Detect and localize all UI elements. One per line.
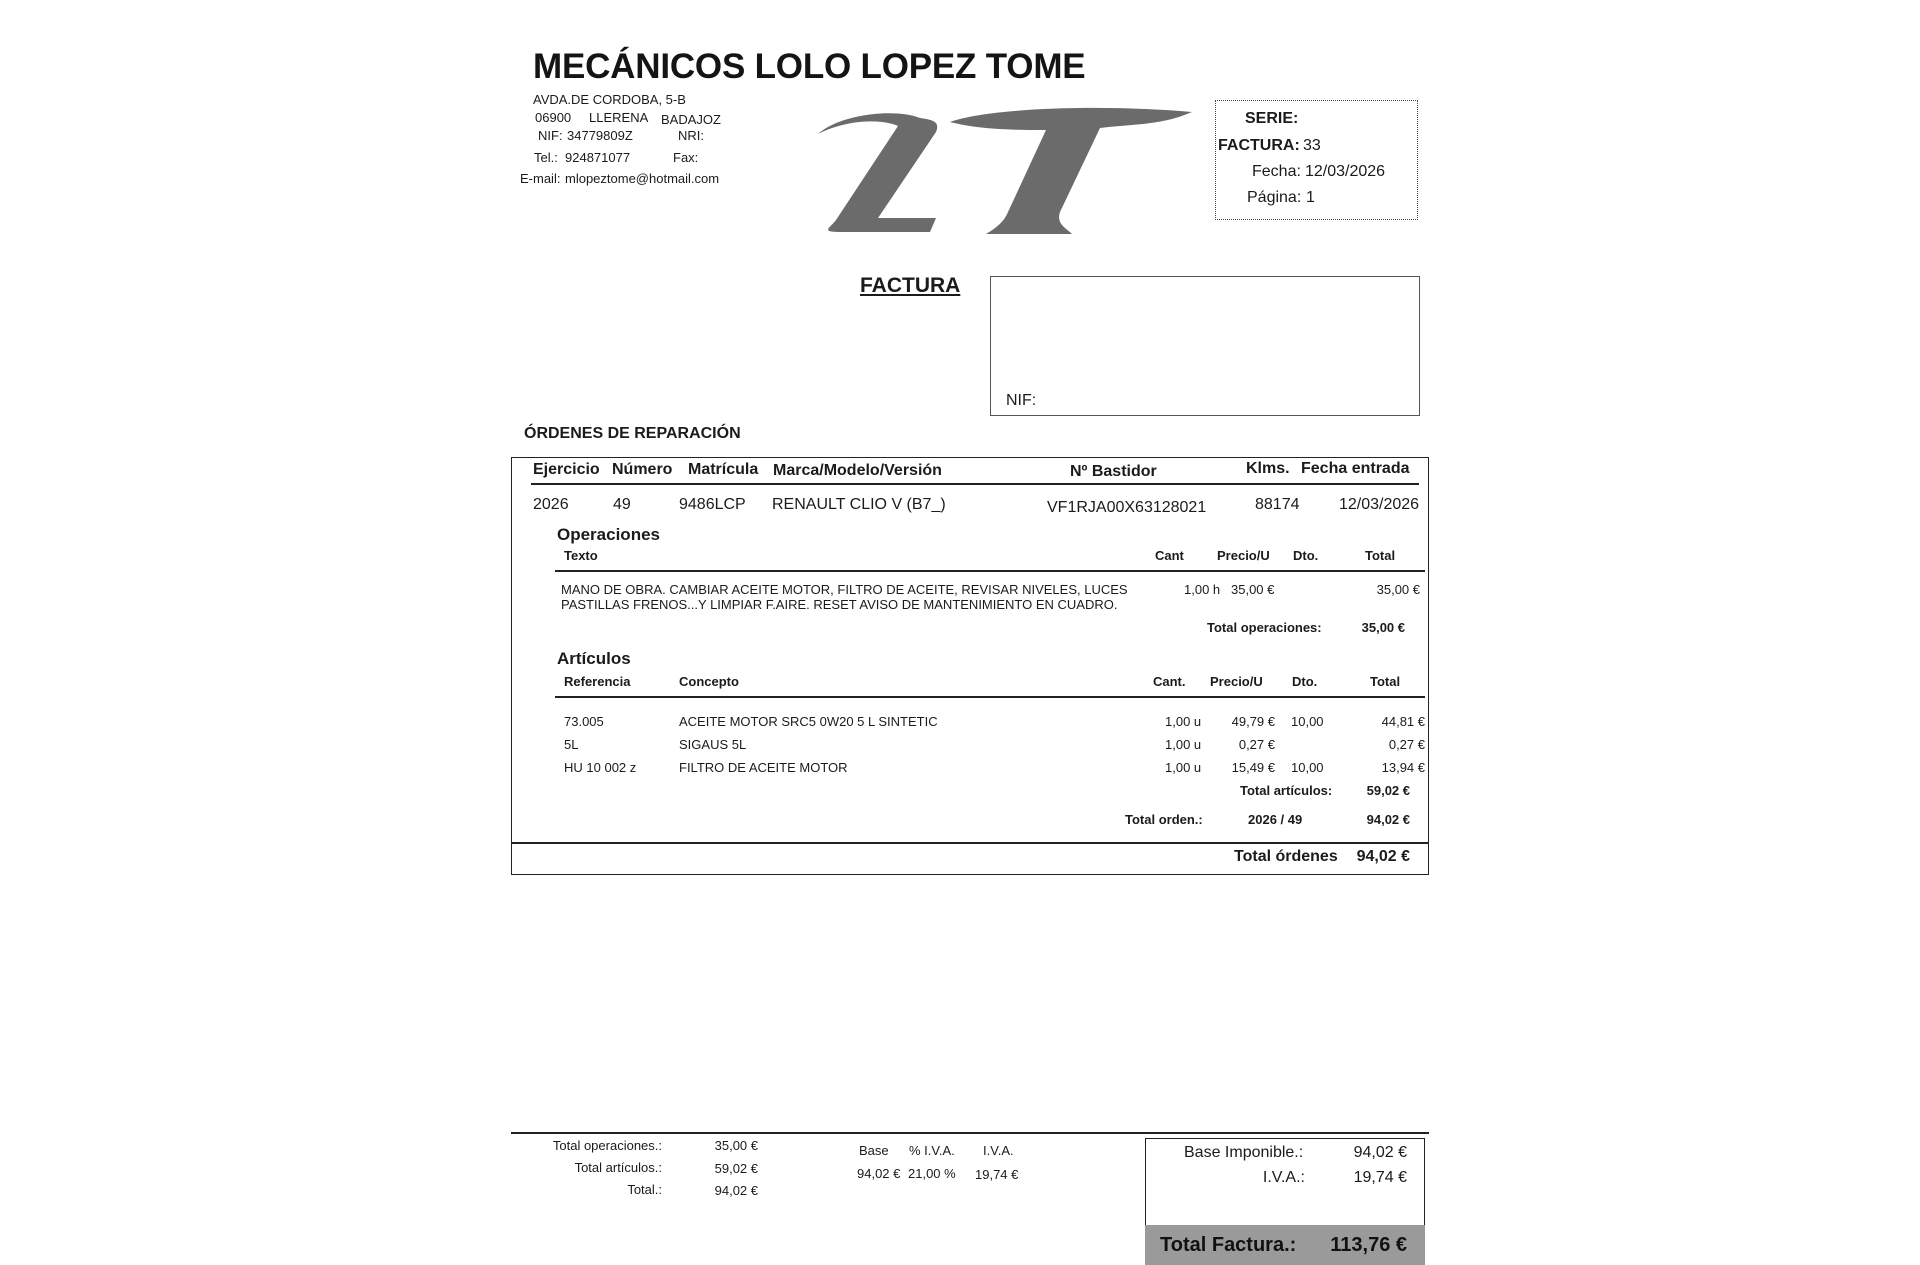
articulo-total: 13,94 € [1381, 760, 1425, 775]
logo-letter-l [818, 113, 937, 232]
articulo-total: 44,81 € [1381, 714, 1425, 729]
summary-iva-label: I.V.A. [983, 1143, 1014, 1158]
company-province: BADAJOZ [661, 112, 721, 127]
summary-total-articulos: 59,02 € [714, 1161, 758, 1176]
orders-header-divider [531, 483, 1419, 485]
operaciones-header-dto: Dto. [1293, 548, 1319, 563]
header-klms: Klms. [1246, 460, 1290, 477]
summary-base-value: 94,02 € [857, 1166, 901, 1181]
operaciones-title: Operaciones [557, 525, 660, 544]
articulo-precio: 15,49 € [1231, 760, 1275, 775]
company-email: mlopeztome@hotmail.com [565, 171, 720, 186]
total-orden-value: 94,02 € [1366, 812, 1410, 827]
operacion-text-line1: MANO DE OBRA. CAMBIAR ACEITE MOTOR, FILTRO DE ACEITE, REVISAR NIVELES, LUCES [561, 582, 1128, 597]
operacion-precio: 35,00 € [1231, 582, 1275, 597]
serie-label: SERIE: [1245, 110, 1299, 127]
total-factura-value: 113,76 € [1330, 1234, 1407, 1256]
company-name: MECÁNICOS LOLO LOPEZ TOME [533, 47, 1086, 86]
articulo-concepto: ACEITE MOTOR SRC5 0W20 5 L SINTETIC [679, 714, 938, 729]
client-nif-label: NIF: [1006, 392, 1037, 409]
total-articulos-label: Total artículos: [1240, 783, 1333, 798]
header-marca: Marca/Modelo/Versión [773, 462, 942, 479]
total-operaciones-label: Total operaciones: [1207, 620, 1322, 635]
articulos-header-cant: Cant. [1153, 674, 1186, 689]
row-klms: 88174 [1255, 496, 1300, 513]
company-tel: 924871077 [565, 150, 631, 165]
totals-iva-label: I.V.A.: [1262, 1169, 1305, 1186]
articulos-header-concepto: Concepto [679, 674, 739, 689]
factura-label: FACTURA: [1218, 137, 1300, 154]
fecha-value: 12/03/2026 [1305, 163, 1386, 180]
company-email-label: E-mail: [520, 171, 561, 186]
operaciones-header-divider [555, 570, 1425, 572]
document-title: FACTURA [860, 274, 961, 297]
pagina-value: 1 [1306, 189, 1315, 206]
orders-section-title: ÓRDENES DE REPARACIÓN [524, 425, 741, 442]
company-nif: 34779809Z [567, 128, 633, 143]
articulos-header-referencia: Referencia [564, 674, 631, 689]
articulo-concepto: SIGAUS 5L [679, 737, 747, 752]
summary-total-operaciones-label: Total operaciones.: [552, 1138, 662, 1153]
articulo-dto: 10,00 [1291, 760, 1324, 775]
row-bastidor: VF1RJA00X63128021 [1047, 499, 1207, 516]
row-numero: 49 [613, 496, 631, 513]
summary-base-label: Base [859, 1143, 889, 1158]
articulo-referencia: 5L [564, 737, 579, 752]
summary-total-label: Total.: [627, 1182, 662, 1197]
articulo-cant: 1,00 u [1165, 737, 1202, 752]
articulos-header-total: Total [1370, 674, 1401, 689]
articulo-precio: 0,27 € [1238, 737, 1275, 752]
operaciones-header-total: Total [1365, 548, 1396, 563]
company-nri-label: NRI: [678, 128, 704, 143]
header-bastidor: Nº Bastidor [1070, 463, 1157, 480]
articulo-cant: 1,00 u [1165, 760, 1202, 775]
company-city: LLERENA [589, 110, 649, 125]
totals-iva-value: 19,74 € [1353, 1169, 1407, 1186]
operacion-cant: 1,00 h [1184, 582, 1221, 597]
fecha-label: Fecha: [1252, 163, 1301, 180]
client-box [990, 276, 1420, 416]
articulo-referencia: HU 10 002 z [564, 760, 637, 775]
orders-total-divider [511, 842, 1429, 844]
header-fecha-entrada: Fecha entrada [1301, 460, 1410, 477]
summary-total-articulos-label: Total artículos.: [574, 1160, 662, 1175]
company-fax-label: Fax: [673, 150, 699, 165]
operacion-text-line2: PASTILLAS FRENOS...Y LIMPIAR F.AIRE. RESET AVISO DE MANTENIMIENTO EN CUADRO. [561, 597, 1118, 612]
row-matricula: 9486LCP [679, 496, 746, 513]
company-tel-label: Tel.: [534, 150, 558, 165]
company-postal-code: 06900 [535, 110, 572, 125]
row-fecha-entrada: 12/03/2026 [1339, 496, 1420, 513]
total-operaciones-value: 35,00 € [1361, 620, 1405, 635]
summary-top-divider [511, 1132, 1429, 1134]
summary-pct-iva-value: 21,00 % [908, 1166, 956, 1181]
base-imponible-label: Base Imponible.: [1184, 1144, 1304, 1161]
articulo-dto: 10,00 [1291, 714, 1324, 729]
total-orden-ref: 2026 / 49 [1248, 812, 1303, 827]
company-nif-label: NIF: [538, 128, 563, 143]
total-orden-label: Total orden.: [1125, 812, 1203, 827]
articulos-header-precio: Precio/U [1210, 674, 1263, 689]
base-imponible-value: 94,02 € [1353, 1144, 1407, 1161]
summary-pct-iva-label: % I.V.A. [909, 1143, 955, 1158]
articulo-total: 0,27 € [1388, 737, 1425, 752]
summary-total-operaciones: 35,00 € [714, 1138, 758, 1153]
articulo-concepto: FILTRO DE ACEITE MOTOR [679, 760, 848, 775]
articulos-header-divider [555, 696, 1425, 698]
factura-number: 33 [1303, 137, 1321, 154]
operaciones-header-texto: Texto [564, 548, 598, 563]
total-articulos-value: 59,02 € [1366, 783, 1410, 798]
operaciones-header-precio: Precio/U [1217, 548, 1270, 563]
logo-letter-t [950, 108, 1192, 234]
articulos-header-dto: Dto. [1292, 674, 1318, 689]
articulos-title: Artículos [557, 649, 631, 668]
header-numero: Número [612, 461, 673, 478]
header-ejercicio: Ejercicio [533, 461, 600, 478]
articulo-cant: 1,00 u [1165, 714, 1202, 729]
header-matricula: Matrícula [688, 461, 759, 478]
total-ordenes-label: Total órdenes [1234, 848, 1338, 865]
operaciones-header-cant: Cant [1155, 548, 1184, 563]
summary-iva-value: 19,74 € [975, 1167, 1019, 1182]
company-logo [800, 100, 1200, 240]
total-factura-label: Total Factura.: [1160, 1234, 1297, 1256]
articulo-precio: 49,79 € [1231, 714, 1275, 729]
summary-total: 94,02 € [714, 1183, 758, 1198]
total-ordenes-value: 94,02 € [1356, 848, 1410, 865]
pagina-label: Página: [1247, 189, 1302, 206]
company-address: AVDA.DE CORDOBA, 5-B [533, 92, 686, 107]
operacion-total: 35,00 € [1376, 582, 1420, 597]
row-marca: RENAULT CLIO V (B7_) [772, 496, 946, 513]
row-ejercicio: 2026 [533, 496, 569, 513]
articulo-referencia: 73.005 [564, 714, 604, 729]
